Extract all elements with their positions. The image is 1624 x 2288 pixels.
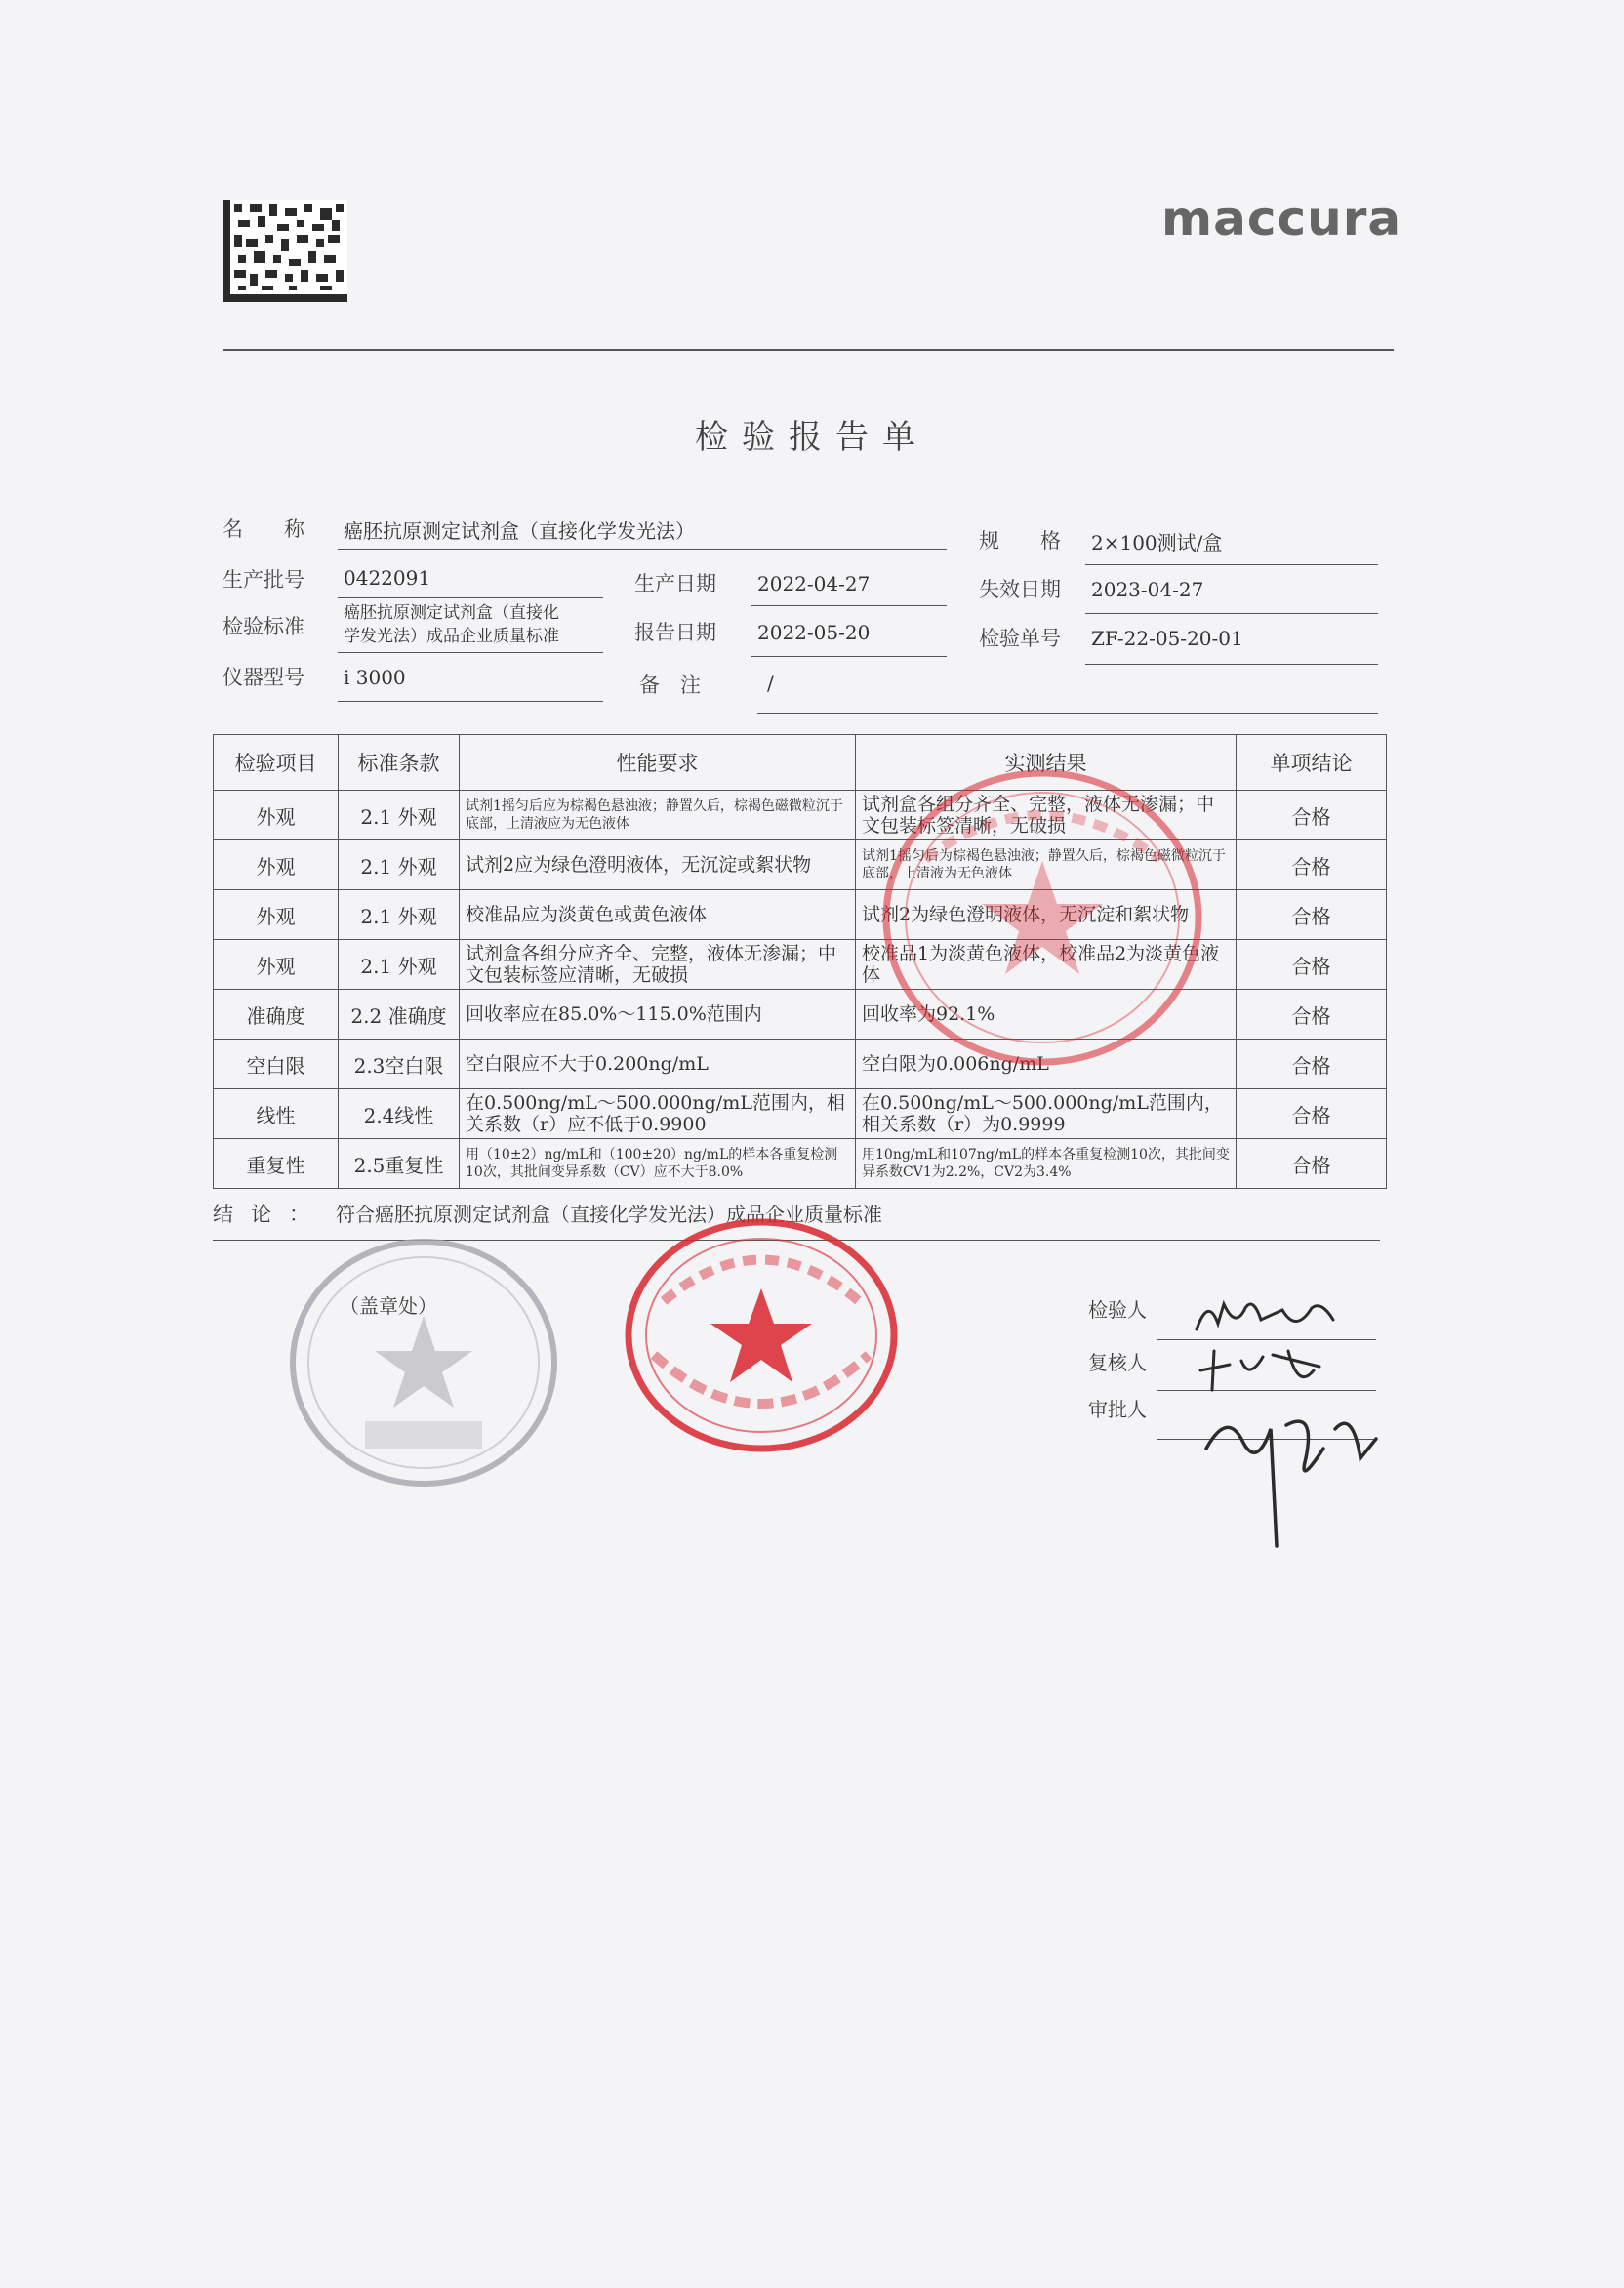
remark-value: / xyxy=(767,672,774,695)
cell-conclusion: 合格 xyxy=(1237,990,1387,1040)
prod-date-value: 2022-04-27 xyxy=(757,572,871,595)
report-no-underline xyxy=(1085,664,1378,665)
cell-requirement: 用（10±2）ng/mL和（100±20）ng/mL的样本各重复检测10次，其批间变异系数（CV）应不大于8.0% xyxy=(460,1139,856,1189)
header-requirement: 性能要求 xyxy=(460,735,856,791)
cell-conclusion: 合格 xyxy=(1237,1089,1387,1139)
prod-date-label: 生产日期 xyxy=(634,572,716,595)
cell-requirement: 回收率应在85.0%～115.0%范围内 xyxy=(460,990,856,1040)
cell-item: 线性 xyxy=(214,1089,339,1139)
name-value: 癌胚抗原测定试剂盒（直接化学发光法） xyxy=(344,519,695,543)
cell-clause: 2.1 外观 xyxy=(339,840,460,890)
approver-signature xyxy=(1189,1370,1384,1556)
spec-underline xyxy=(1085,564,1378,565)
inspector-label: 检验人 xyxy=(1088,1298,1147,1322)
instrument-label: 仪器型号 xyxy=(223,666,304,689)
cell-conclusion: 合格 xyxy=(1237,791,1387,840)
batch-label: 生产批号 xyxy=(223,568,304,592)
page-title: 检验报告单 xyxy=(695,418,929,457)
table-row xyxy=(214,1139,1387,1189)
cell-item: 外观 xyxy=(214,890,339,940)
header-clause: 标准条款 xyxy=(339,735,460,791)
approver-label: 审批人 xyxy=(1088,1398,1147,1421)
standard-value xyxy=(344,601,559,648)
expiry-underline xyxy=(1085,613,1378,614)
cell-result: 回收率为92.1% xyxy=(856,990,1237,1040)
conclusion-text: 符合癌胚抗原测定试剂盒（直接化学发光法）成品企业质量标准 xyxy=(336,1203,882,1226)
batch-underline xyxy=(338,597,603,598)
cell-result: 试剂盒各组分齐全、完整，液体无渗漏；中文包装标签清晰，无破损 xyxy=(856,791,1237,840)
cell-clause: 2.3空白限 xyxy=(339,1040,460,1089)
cell-result: 校准品1为淡黄色液体，校准品2为淡黄色液体 xyxy=(856,940,1237,990)
cell-item: 外观 xyxy=(214,791,339,840)
red-company-seal xyxy=(615,1208,908,1462)
cell-clause: 2.2 准确度 xyxy=(339,990,460,1040)
report-date-label: 报告日期 xyxy=(634,621,716,644)
spec-label: 规 格 xyxy=(979,529,1061,552)
cell-item: 外观 xyxy=(214,840,339,890)
cell-requirement: 试剂1摇匀后应为棕褐色悬浊液；静置久后，棕褐色磁微粒沉于底部，上清液应为无色液体 xyxy=(460,791,856,840)
cell-result: 在0.500ng/mL～500.000ng/mL范围内，相关系数（r）为0.9999 xyxy=(856,1089,1237,1139)
cell-requirement: 在0.500ng/mL～500.000ng/mL范围内，相关系数（r）应不低于0.9900 xyxy=(460,1089,856,1139)
red-inspection-seal xyxy=(867,752,1218,1083)
spec-value: 2×100测试/盒 xyxy=(1091,531,1223,554)
cell-conclusion: 合格 xyxy=(1237,940,1387,990)
name-label: 名 称 xyxy=(223,517,304,541)
cell-requirement: 试剂2应为绿色澄明液体，无沉淀或絮状物 xyxy=(460,840,856,890)
cell-item: 空白限 xyxy=(214,1040,339,1089)
cell-requirement: 空白限应不大于0.200ng/mL xyxy=(460,1040,856,1089)
standard-underline xyxy=(338,652,603,653)
header-rule xyxy=(223,349,1394,351)
standard-value-line1: 癌胚抗原测定试剂盒（直接化 xyxy=(344,603,559,623)
report-date-value: 2022-05-20 xyxy=(757,621,871,644)
cell-item: 准确度 xyxy=(214,990,339,1040)
standard-value-line2: 学发光法）成品企业质量标准 xyxy=(344,627,559,646)
header-conclusion: 单项结论 xyxy=(1237,735,1387,791)
expiry-value: 2023-04-27 xyxy=(1091,578,1204,601)
instrument-underline xyxy=(338,701,603,702)
batch-value: 0422091 xyxy=(344,566,431,590)
cell-clause: 2.1 外观 xyxy=(339,791,460,840)
cell-conclusion: 合格 xyxy=(1237,890,1387,940)
cell-conclusion: 合格 xyxy=(1237,1139,1387,1189)
standard-label: 检验标准 xyxy=(223,615,304,638)
cell-clause: 2.1 外观 xyxy=(339,890,460,940)
cell-clause: 2.1 外观 xyxy=(339,940,460,990)
prod-date-underline xyxy=(751,605,947,606)
cell-result: 试剂1摇匀后为棕褐色悬浊液；静置久后，棕褐色磁微粒沉于底部，上清液为无色液体 xyxy=(856,840,1237,890)
inspector-signature xyxy=(1189,1290,1345,1345)
reviewer-label: 复核人 xyxy=(1088,1351,1147,1374)
cell-result: 空白限为0.006ng/mL xyxy=(856,1040,1237,1089)
conclusion-label: 结论： xyxy=(213,1203,327,1226)
brand-logo: maccura xyxy=(1161,190,1402,247)
name-underline xyxy=(338,549,947,550)
cell-item: 重复性 xyxy=(214,1139,339,1189)
remark-label: 备 注 xyxy=(639,674,701,697)
expiry-label: 失效日期 xyxy=(979,578,1061,601)
cell-requirement: 校准品应为淡黄色或黄色液体 xyxy=(460,890,856,940)
table-row xyxy=(214,1089,1387,1139)
gray-company-seal xyxy=(277,1226,570,1499)
report-date-underline xyxy=(751,656,947,657)
report-no-value: ZF-22-05-20-01 xyxy=(1091,627,1243,650)
cell-conclusion: 合格 xyxy=(1237,1040,1387,1089)
cell-result: 试剂2为绿色澄明液体，无沉淀和絮状物 xyxy=(856,890,1237,940)
cell-conclusion: 合格 xyxy=(1237,840,1387,890)
report-no-label: 检验单号 xyxy=(979,627,1061,650)
cell-result: 用10ng/mL和107ng/mL的样本各重复检测10次，其批间变异系数CV1为2.2%，CV2为3.4% xyxy=(856,1139,1237,1189)
header-item: 检验项目 xyxy=(214,735,339,791)
cell-clause: 2.4线性 xyxy=(339,1089,460,1139)
cell-item: 外观 xyxy=(214,940,339,990)
cell-clause: 2.5重复性 xyxy=(339,1139,460,1189)
header-result: 实测结果 xyxy=(856,735,1237,791)
remark-underline xyxy=(757,713,1378,714)
seal-placeholder-note: （盖章处） xyxy=(340,1294,437,1318)
cell-requirement: 试剂盒各组分应齐全、完整，液体无渗漏；中文包装标签应清晰，无破损 xyxy=(460,940,856,990)
qr-code xyxy=(223,200,347,302)
instrument-value: i 3000 xyxy=(344,666,406,689)
